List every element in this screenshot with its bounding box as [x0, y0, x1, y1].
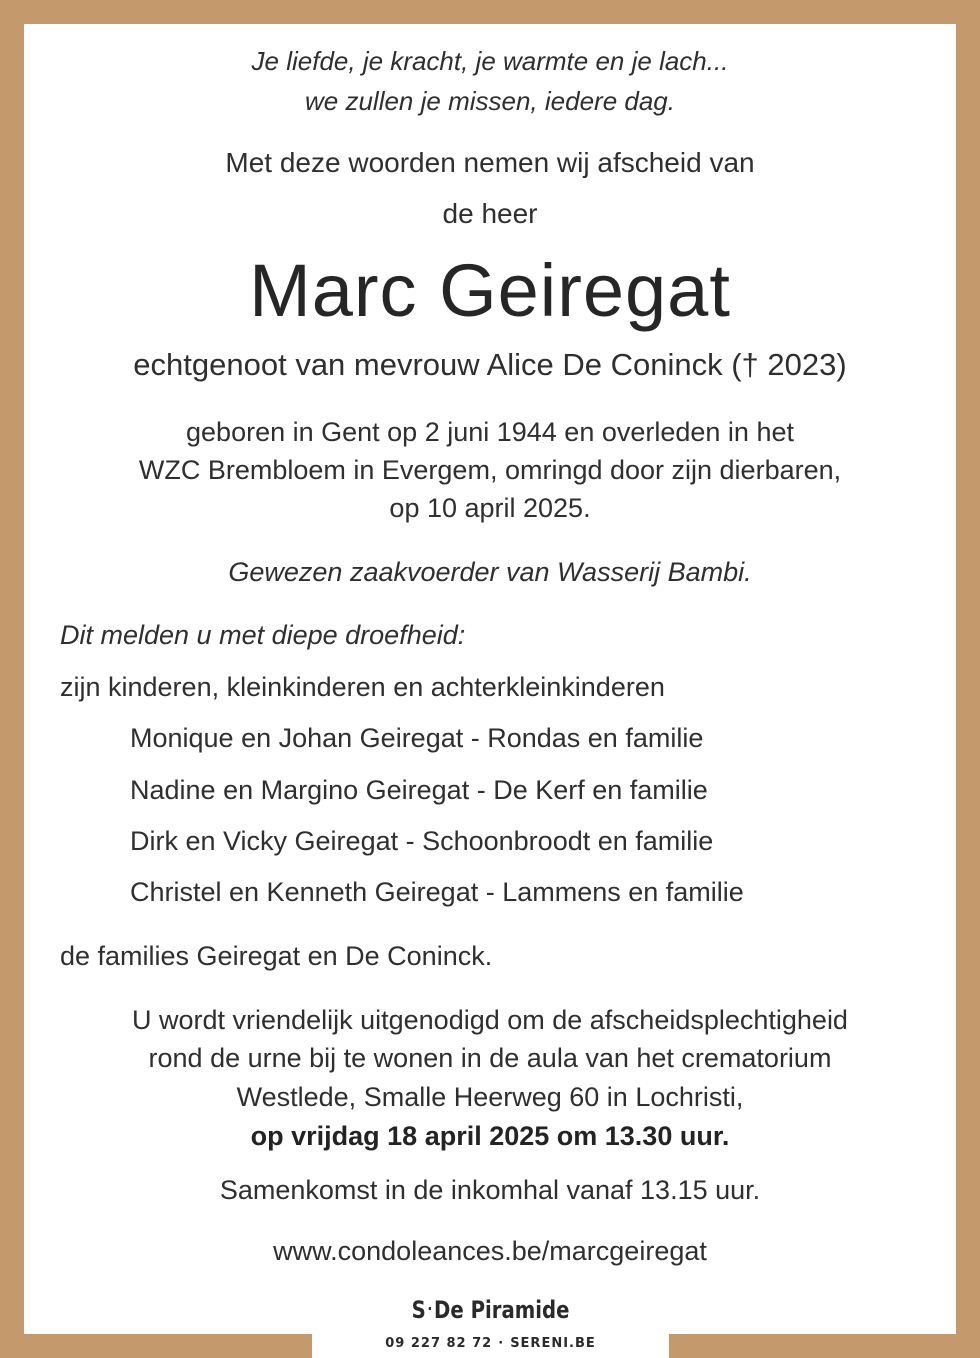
- salutation: de heer: [442, 198, 538, 229]
- funeral-home-contact: [312, 1336, 669, 1351]
- funeral-home-site: SERENI.BE: [510, 1336, 596, 1351]
- child-family-4: Christel en Kenneth Geiregat - Lammens en familie: [130, 877, 744, 907]
- quote-line-2: we zullen je missen, iedere dag.: [305, 86, 675, 116]
- child-family-1: Monique en Johan Geiregat - Rondas en familie: [130, 723, 704, 753]
- funeral-home-name: De Piramide: [434, 1296, 570, 1324]
- spouse-line: echtgenoot van mevrouw Alice De Coninck († 2023): [133, 347, 847, 382]
- ceremony-line-2: rond de urne bij te wonen in de aula van het crematorium: [148, 1043, 832, 1073]
- funeral-home-mark: S: [411, 1296, 426, 1324]
- condolence-website: www.condoleances.be/marcgeiregat: [273, 1236, 707, 1266]
- funeral-home-logo: [312, 1292, 669, 1358]
- ceremony-datetime: op vrijdag 18 april 2025 om 13.30 uur.: [250, 1121, 730, 1151]
- funeral-home-name-row: [344, 1296, 637, 1324]
- details-line-2: WZC Brembloem in Evergem, omringd door zijn dierbaren,: [138, 455, 842, 485]
- occupation-line: Gewezen zaakvoerder van Wasserij Bambi.: [228, 557, 752, 587]
- obituary-card: [24, 24, 956, 1334]
- announcers-heading: Dit melden u met diepe droefheid:: [60, 620, 466, 650]
- child-family-2: Nadine en Margino Geiregat - De Kerf en familie: [130, 775, 708, 805]
- gathering-line: Samenkomst in de inkomhal vanaf 13.15 uur.: [219, 1175, 761, 1205]
- families-line: de families Geiregat en De Coninck.: [60, 941, 493, 971]
- ceremony-line-3: Westlede, Smalle Heerweg 60 in Lochristi,: [236, 1082, 744, 1112]
- intro-line: Met deze woorden nemen wij afscheid van: [225, 147, 755, 178]
- quote-line-1: Je liefde, je kracht, je warmte en je lach...: [251, 46, 729, 76]
- details-line-3: op 10 april 2025.: [389, 493, 591, 523]
- contact-separator: ·: [498, 1336, 505, 1351]
- deceased-name: Marc Geiregat: [249, 249, 731, 332]
- child-family-3: Dirk en Vicky Geiregat - Schoonbroodt en familie: [130, 826, 714, 856]
- mark-separator: ·: [427, 1299, 433, 1318]
- ceremony-line-1: U wordt vriendelijk uitgenodigd om de afscheidsplechtigheid: [132, 1005, 848, 1035]
- children-intro: zijn kinderen, kleinkinderen en achterkleinkinderen: [60, 672, 665, 702]
- details-line-1: geboren in Gent op 2 juni 1944 en overleden in het: [186, 417, 794, 447]
- funeral-home-phone: 09 227 82 72: [385, 1336, 493, 1351]
